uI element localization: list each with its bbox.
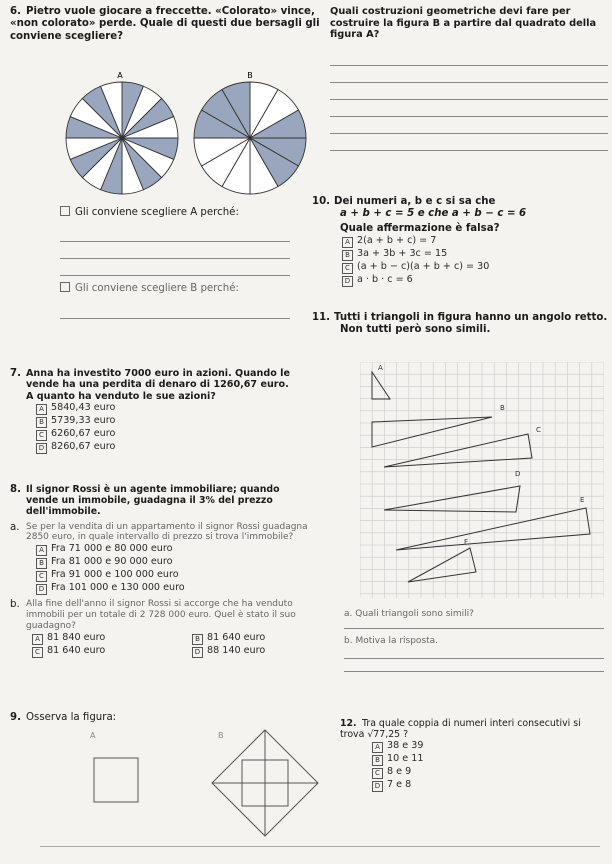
option-a-text: Gli conviene scegliere A perché: bbox=[75, 207, 239, 218]
option-b-text: Gli conviene scegliere B perché: bbox=[75, 283, 239, 295]
question-number: 8. bbox=[10, 484, 21, 495]
option-text: 3a + 3b + 3c = 15 bbox=[357, 248, 448, 260]
question-6 bbox=[10, 6, 320, 43]
footer-rule bbox=[40, 846, 600, 847]
figure-b bbox=[212, 730, 318, 836]
answer-line[interactable] bbox=[60, 225, 290, 242]
answer-option[interactable] bbox=[340, 779, 608, 792]
answer-option[interactable] bbox=[312, 235, 608, 248]
triangle-label: F bbox=[464, 538, 469, 546]
question-text: Osserva la figura: bbox=[26, 712, 117, 723]
right-triangle bbox=[372, 372, 390, 399]
answer-option[interactable] bbox=[10, 556, 330, 569]
answer-option[interactable] bbox=[170, 632, 330, 645]
answer-line[interactable] bbox=[60, 242, 290, 259]
checkbox-a[interactable] bbox=[60, 206, 70, 216]
question-9 bbox=[10, 712, 330, 724]
option-text: 7 e 8 bbox=[387, 779, 412, 791]
question-text: Anna ha investito 7000 euro in azioni. Quando le vende ha una perdita di denaro di 1260,67 euro. A quanto ha venduto le sue azioni? bbox=[26, 368, 290, 402]
right-triangle bbox=[372, 417, 492, 447]
option-text: Fra 91 000 e 100 000 euro bbox=[51, 569, 179, 581]
question-12 bbox=[340, 718, 608, 792]
subquestion-label: b. bbox=[10, 599, 20, 611]
answer-line[interactable] bbox=[330, 83, 608, 100]
target-b-label: B bbox=[247, 71, 253, 80]
question-prompt: Quale affermazione è falsa? bbox=[340, 222, 500, 234]
option-text: 2(a + b + c) = 7 bbox=[357, 235, 437, 247]
option-letter-box[interactable]: B bbox=[342, 250, 353, 261]
subquestion-label: b. bbox=[344, 636, 353, 647]
option-letter-box[interactable]: D bbox=[372, 781, 383, 792]
option-text: 81 640 euro bbox=[47, 644, 106, 656]
answer-option[interactable] bbox=[10, 582, 330, 595]
answer-option[interactable] bbox=[10, 415, 330, 428]
answer-option[interactable] bbox=[340, 753, 608, 766]
option-letter-box[interactable]: D bbox=[192, 647, 203, 658]
answer-line[interactable] bbox=[344, 620, 604, 629]
option-text: 88 140 euro bbox=[207, 644, 266, 656]
option-text: Fra 81 000 e 90 000 euro bbox=[51, 556, 173, 568]
dartboard-b bbox=[194, 82, 306, 194]
option-text: 38 e 39 bbox=[387, 740, 424, 752]
option-text: 6260,67 euro bbox=[51, 428, 116, 440]
question-10 bbox=[312, 196, 608, 287]
option-letter-box[interactable]: A bbox=[32, 634, 43, 645]
option-text: 5739,33 euro bbox=[51, 415, 116, 427]
subquestion-text: Se per la vendita di un appartamento il signor Rossi guadagna 2850 euro, in quale intervallo di prezzo si trova l'immobile? bbox=[26, 521, 308, 543]
triangle-label: D bbox=[515, 470, 521, 478]
answer-line[interactable] bbox=[60, 259, 290, 276]
answer-option[interactable] bbox=[340, 766, 608, 779]
option-letter-box[interactable]: C bbox=[342, 263, 353, 274]
option-text: 5840,43 euro bbox=[51, 402, 116, 414]
option-text: a · b · c = 6 bbox=[357, 274, 413, 286]
option-text: 81 840 euro bbox=[47, 631, 106, 643]
option-letter-box[interactable]: C bbox=[36, 571, 47, 582]
answer-option[interactable] bbox=[10, 543, 330, 556]
square-a bbox=[94, 758, 138, 802]
triangle-label: E bbox=[580, 496, 585, 504]
subquestion-text: Alla fine dell'anno il signor Rossi si accorge che ha venduto immobili per un totale di 2 728 000 euro. Quel è stato il suo guadagno? bbox=[26, 599, 296, 631]
question-number: 6. bbox=[10, 6, 21, 17]
answer-option[interactable] bbox=[10, 441, 330, 454]
subquestion-label: a. bbox=[10, 521, 20, 533]
option-a-row bbox=[60, 206, 320, 219]
option-letter-box[interactable]: C bbox=[36, 430, 47, 441]
triangle-label: B bbox=[500, 404, 505, 412]
triangle-label: C bbox=[536, 426, 541, 434]
subquestion-text: Quali triangoli sono simili? bbox=[355, 609, 474, 619]
answer-line[interactable] bbox=[330, 100, 608, 117]
option-text: 8 e 9 bbox=[387, 766, 412, 778]
question-number: 9. bbox=[10, 712, 21, 723]
left-column bbox=[10, 6, 320, 49]
option-text: (a + b − c)(a + b + c) = 30 bbox=[357, 261, 490, 273]
question-7 bbox=[10, 368, 330, 454]
option-letter-box[interactable]: A bbox=[36, 545, 47, 556]
option-letter-box[interactable]: A bbox=[36, 404, 47, 415]
dartboard-figures bbox=[60, 70, 320, 200]
question-number: 12. bbox=[340, 718, 357, 729]
option-letter-box[interactable]: B bbox=[372, 755, 383, 766]
right-column bbox=[330, 6, 608, 151]
option-letter-box[interactable]: C bbox=[372, 768, 383, 779]
answer-line[interactable] bbox=[60, 302, 290, 319]
answer-line[interactable] bbox=[330, 117, 608, 134]
question-text: Tra quale coppia di numeri interi consecutivi si trova √77,25 ? bbox=[340, 718, 581, 741]
triangle-grid bbox=[360, 362, 604, 598]
option-text: 10 e 11 bbox=[387, 753, 424, 765]
answer-option[interactable] bbox=[10, 428, 330, 441]
question-text-2: a + b + c = 5 e che a + b − c = 6 bbox=[340, 208, 527, 220]
answer-line[interactable] bbox=[330, 66, 608, 83]
option-letter-box[interactable]: D bbox=[36, 443, 47, 454]
question-text: Pietro vuole giocare a freccette. «Colorato» vince, «non colorato» perde. Quale di questi due bersagli gli conviene scegliere? bbox=[10, 6, 320, 42]
answer-option[interactable] bbox=[10, 645, 170, 658]
figure-a-label: A bbox=[90, 731, 96, 740]
question-text-1: Tutti i triangoli in figura hanno un angolo retto. bbox=[334, 312, 608, 323]
option-text: 81 640 euro bbox=[207, 631, 266, 643]
answer-option[interactable] bbox=[312, 248, 608, 261]
question-11-sub bbox=[344, 608, 604, 672]
question-text-1: Dei numeri a, b e c si sa che bbox=[334, 196, 496, 207]
option-letter-box[interactable]: B bbox=[192, 634, 203, 645]
answer-line[interactable] bbox=[344, 659, 604, 672]
question-8 bbox=[10, 484, 330, 658]
answer-option[interactable] bbox=[170, 645, 330, 658]
option-letter-box[interactable]: A bbox=[342, 237, 353, 248]
square-figures bbox=[70, 728, 320, 858]
subquestion-label: a. bbox=[344, 609, 353, 619]
option-letter-box[interactable]: D bbox=[36, 584, 47, 595]
answer-option[interactable] bbox=[10, 632, 170, 645]
right-triangle bbox=[408, 548, 476, 582]
answer-line[interactable] bbox=[344, 648, 604, 659]
option-letter-box[interactable]: B bbox=[36, 417, 47, 428]
question-number: 11. bbox=[312, 312, 331, 323]
answer-option[interactable] bbox=[340, 740, 608, 753]
option-text: 8260,67 euro bbox=[51, 441, 116, 453]
option-b-row bbox=[60, 282, 320, 295]
question-number: 7. bbox=[10, 368, 21, 379]
option-text: Fra 101 000 e 130 000 euro bbox=[51, 582, 185, 594]
checkbox-b[interactable] bbox=[60, 282, 70, 292]
question-text-2: Non tutti però sono simili. bbox=[340, 324, 491, 336]
answer-line[interactable] bbox=[330, 134, 608, 151]
subquestion-text: Motiva la risposta. bbox=[355, 636, 439, 647]
triangle-label: A bbox=[378, 364, 383, 372]
option-letter-box[interactable]: C bbox=[32, 647, 43, 658]
answer-option[interactable] bbox=[10, 402, 330, 415]
right-triangle bbox=[396, 508, 590, 550]
answer-option[interactable] bbox=[10, 569, 330, 582]
question-11 bbox=[312, 312, 608, 337]
question-text: Il signor Rossi è un agente immobiliare; quando vende un immobile, guadagna il 3% del prezzo dell'immobile. bbox=[26, 484, 280, 518]
option-letter-box[interactable]: B bbox=[36, 558, 47, 569]
answer-line[interactable] bbox=[330, 49, 608, 66]
option-text: Fra 71 000 e 80 000 euro bbox=[51, 543, 173, 555]
target-a-label: A bbox=[117, 71, 123, 80]
figure-b-label: B bbox=[218, 731, 224, 740]
question-number: 10. bbox=[312, 196, 331, 207]
option-letter-box[interactable]: A bbox=[372, 742, 383, 753]
answer-option[interactable] bbox=[312, 261, 608, 274]
question-6-options bbox=[60, 206, 320, 319]
dartboard-a bbox=[66, 82, 178, 194]
q6-right-text: Quali costruzioni geometriche devi fare per costruire la figura B a partire dal quadrato della figura A? bbox=[330, 6, 597, 41]
answer-option[interactable] bbox=[312, 274, 608, 287]
option-letter-box[interactable]: D bbox=[342, 276, 353, 287]
